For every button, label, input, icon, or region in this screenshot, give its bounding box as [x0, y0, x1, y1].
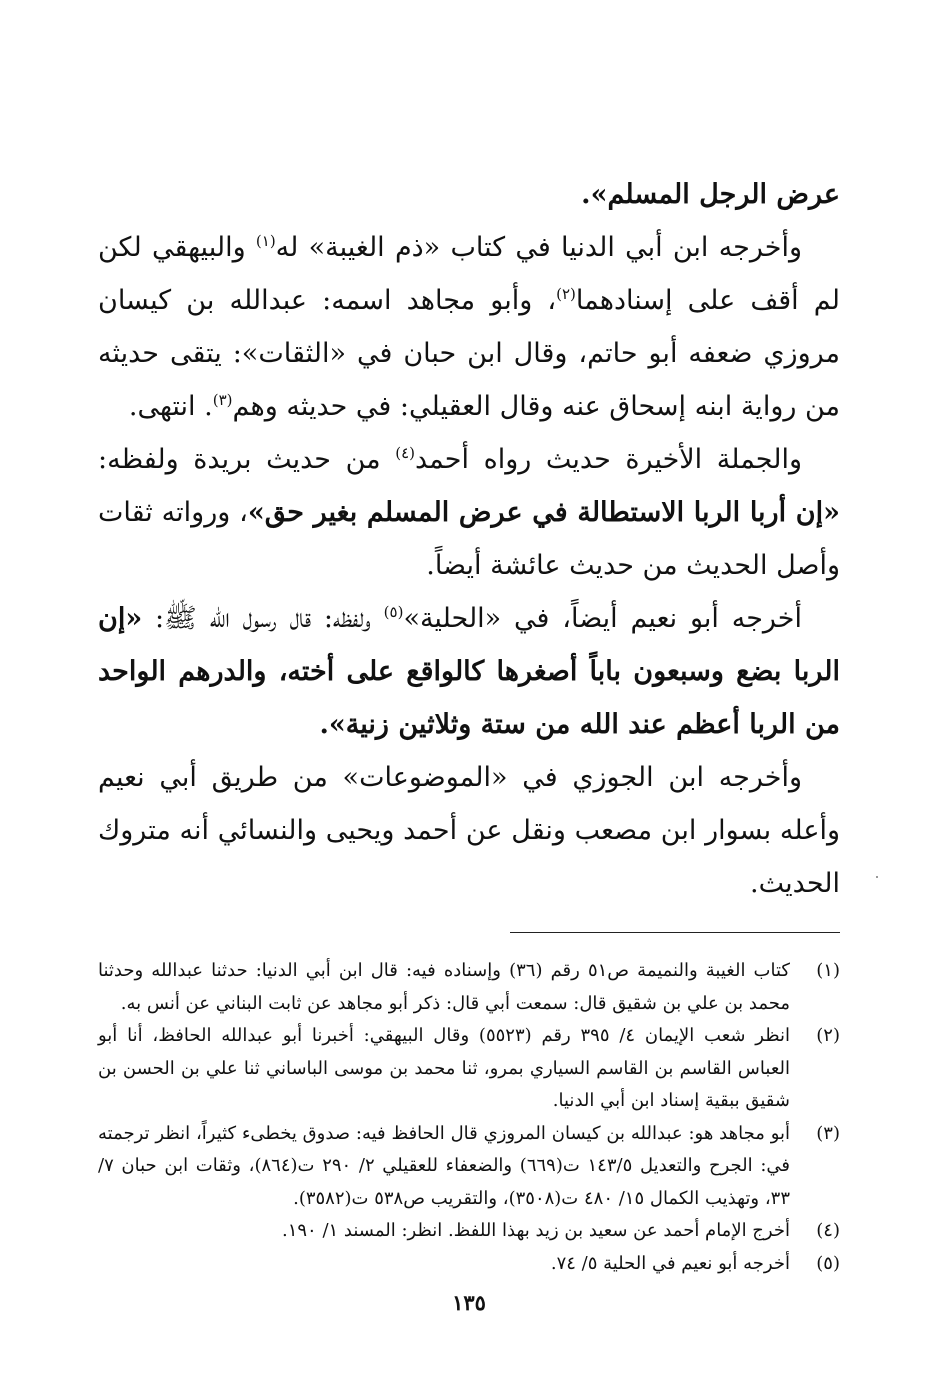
footnote-number: (٤): [816, 1220, 840, 1241]
footnote-text: انظر شعب الإيمان ٤/ ٣٩٥ رقم (٥٥٢٣) وقال البيهقي: أخبرنا أبو عبدالله الحافظ، أنا أبو العباس القاسم بن القاسم السياري بمرو، ثنا محمد بن موسى الباساني ثنا علي بن الحسن بن شقيق ببقية إسناد ابن أبي الدنيا.: [98, 1025, 790, 1111]
paragraph-2-part-b: والبيهقي لكن لم أقف على إسنادهما: [98, 232, 840, 316]
paragraph-4: [98, 592, 840, 751]
scan-speck: [876, 876, 878, 878]
footnote-number: (٥): [816, 1252, 840, 1274]
footnote-text: كتاب الغيبة والنميمة ص٥١ رقم (٣٦) وإسناده فيه: قال ابن أبي الدنيا: حدثنا عبدالله وحدثنا محمد بن علي بن شقيق قال: سمعت أبي قال: ذكر أبو مجاهد عن ثابت البناني عن أنس به.: [98, 960, 790, 1014]
book-page: [98, 168, 840, 1390]
footnote-text: أخرجه أبو نعيم في الحلية ٥/ ٧٤.: [550, 1252, 790, 1274]
footnote-text: أخرج الإمام أحمد عن سعيد بن زيد بهذا اللفظ. انظر: المسند ١/ ١٩٠.: [281, 1220, 790, 1241]
paragraph-3: [98, 433, 840, 592]
footnote-ref-2: (٢): [556, 285, 576, 303]
paragraph-4-part-c: .: [319, 709, 329, 740]
footnote-number: (٣): [816, 1122, 840, 1144]
paragraph-5-text: وأخرجه ابن الجوزي في «الموضوعات» من طريق أبي نعيم وأعله بسوار ابن مصعب ونقل عن أحمد ويحيى والنسائي أنه متروك الحديث.: [98, 762, 840, 899]
footnote-ref-4: (٤): [395, 444, 415, 462]
paragraph-3-part-a: والجملة الأخيرة حديث رواه أحمد: [415, 444, 803, 475]
paragraph-2-part-d: . انتهى.: [128, 391, 213, 422]
footnote-number: (١): [816, 960, 840, 981]
footnote-separator: [510, 932, 840, 933]
footnote-text: أبو مجاهد هو: عبدالله بن كيسان المروزي قال الحافظ فيه: صدوق يخطىء كثيراً، انظر ترجمته في: الجرح والتعديل ١٤٣/٥ ت(٦٦٩) والضعفاء للعقيلي ٢/ ٢٩٠ ت(٨٦٤)، وثقات ابن حبان ٧/ ٣٣، وتهذيب الكمال ١٥/ ٤٨٠ ت(٣٥٠٨)، والتقريب ص٥٣٨ ت(٣٥٨٢).: [98, 1122, 791, 1209]
footnote-number: (٢): [816, 1025, 840, 1046]
footnotes: [98, 955, 840, 1280]
footnote-ref-5: (٥): [383, 603, 404, 621]
hadith-quote-1: «إن أربا الربا الاستطالة في عرض المسلم بغير حق»: [247, 497, 840, 528]
paragraph-4-part-a: أخرجه أبو نعيم أيضاً، في «الحلية»: [403, 603, 803, 634]
footnote-ref-1: (١): [255, 232, 276, 250]
paragraph-2: [98, 221, 840, 433]
main-text: [98, 168, 840, 910]
paragraph-1-text: عرض الرجل المسلم».: [581, 179, 840, 210]
hadith-quote-2: «إن الربا بضع وسبعون باباً أصغرها كالواقع على أخته، والدرهم الواحد من الربا أعظم عند الله من ستة وثلاثين زنية»: [98, 603, 840, 740]
footnote-4: [98, 1215, 840, 1248]
page-number: ١٣٥: [452, 1290, 486, 1315]
footnote-2: [98, 1020, 840, 1118]
footnote-ref-3: (٣): [212, 391, 233, 409]
paragraph-3-part-b: من حديث بريدة ولفظه:: [98, 444, 396, 475]
paragraph-5: [98, 751, 840, 910]
footnote-3: [98, 1118, 840, 1216]
footnote-5: [98, 1248, 840, 1281]
paragraph-1: [98, 168, 840, 221]
paragraph-3-part-c: ، ورواته ثقات وأصل الحديث من حديث عائشة أيضاً.: [98, 497, 840, 581]
paragraph-2-part-a: وأخرجه ابن أبي الدنيا في كتاب «ذم الغيبة» له: [275, 232, 802, 263]
paragraph-4-part-b: ولفظه: قال رسول الله ﷺ:: [142, 603, 384, 634]
footnote-1: [98, 955, 840, 1020]
paragraph-2-part-c: ، وأبو مجاهد اسمه: عبدالله بن كيسان مروزي ضعفه أبو حاتم، وقال ابن حبان في «الثقات»: يتقى حديثه من رواية ابنه إسحاق عنه وقال العقيلي: في حديثه وهم: [98, 285, 840, 422]
